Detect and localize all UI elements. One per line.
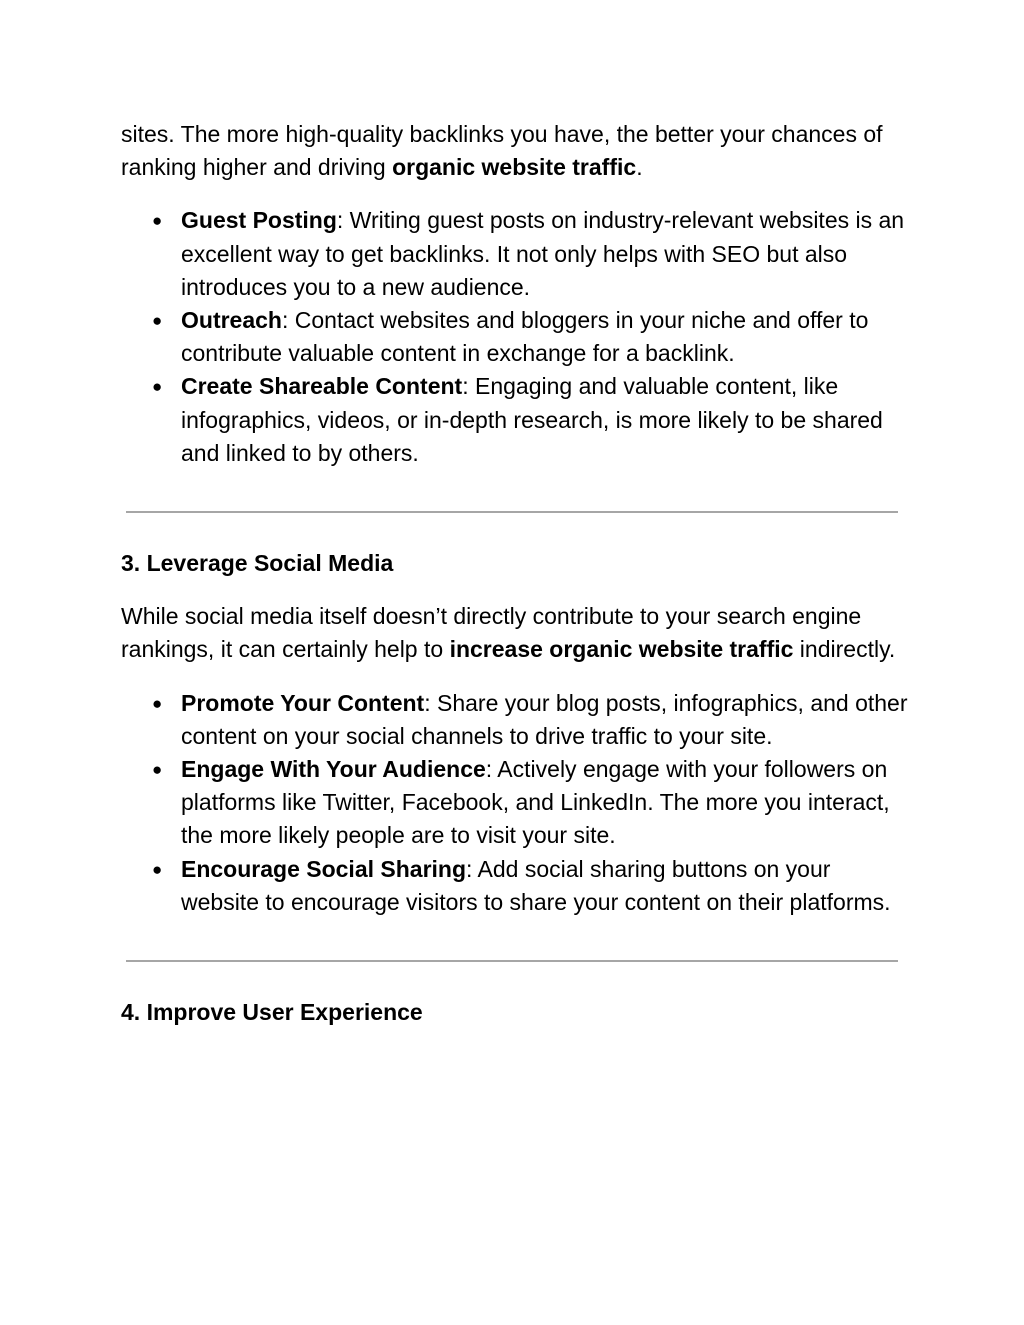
bullet-icon: ● (152, 760, 163, 780)
section-divider (126, 960, 898, 962)
bullet-icon: ● (152, 859, 163, 879)
list-item (121, 853, 911, 919)
intro-text-end: . (636, 154, 643, 181)
list-item (121, 370, 911, 470)
list-item-text: : Add social sharing buttons on your website to encourage visitors to share your content on their platforms. (181, 855, 891, 915)
list-item (121, 687, 911, 753)
list-item-text: : Contact websites and bloggers in your niche and offer to contribute valuable content in exchange for a backlink. (181, 307, 869, 367)
social-media-bold-text: increase organic website traffic (449, 636, 794, 663)
document-page (121, 118, 911, 1029)
list-item-text: : Share your blog posts, infographics, and other content on your social channels to drive traffic to your site. (181, 689, 908, 749)
section-heading-user-experience: 4. Improve User Experience (121, 999, 423, 1026)
social-media-text: While social media itself doesn’t directly contribute to your search engine rankings, it can certainly help to (121, 603, 862, 663)
list-item-title: Guest Posting (181, 207, 337, 234)
social-tips-list (121, 687, 911, 919)
intro-bold-text: organic website traffic (392, 154, 637, 181)
list-item-text: : Actively engage with your followers on platforms like Twitter, Facebook, and LinkedIn. The more you interact, the more likely people are to visit your site. (181, 756, 890, 849)
list-item-title: Encourage Social Sharing (181, 855, 467, 882)
list-item-text: : Engaging and valuable content, like infographics, videos, or in-depth research, is more likely to be shared and linked to by others. (181, 373, 883, 466)
backlink-tips-list (121, 204, 911, 470)
social-media-text-end: indirectly. (793, 636, 896, 663)
bullet-icon: ● (152, 311, 163, 331)
list-item-text: : Writing guest posts on industry-relevant websites is an excellent way to get backlinks. It not only helps with SEO but also introduces you to a new audience. (181, 207, 905, 300)
list-item-title: Promote Your Content (181, 689, 425, 716)
bullet-icon: ● (152, 377, 163, 397)
list-item-title: Create Shareable Content (181, 373, 463, 400)
intro-paragraph (121, 118, 911, 184)
bullet-icon: ● (152, 211, 163, 231)
intro-text: sites. The more high-quality backlinks you have, the better your chances of ranking higher and driving (121, 121, 883, 181)
section-divider (126, 511, 898, 513)
social-media-paragraph (121, 600, 911, 666)
list-item (121, 304, 911, 370)
list-item (121, 753, 911, 853)
bullet-icon: ● (152, 693, 163, 713)
list-item-title: Engage With Your Audience (181, 756, 486, 783)
section-heading-social-media: 3. Leverage Social Media (121, 550, 394, 577)
list-item (121, 204, 911, 304)
list-item-title: Outreach (181, 307, 282, 334)
